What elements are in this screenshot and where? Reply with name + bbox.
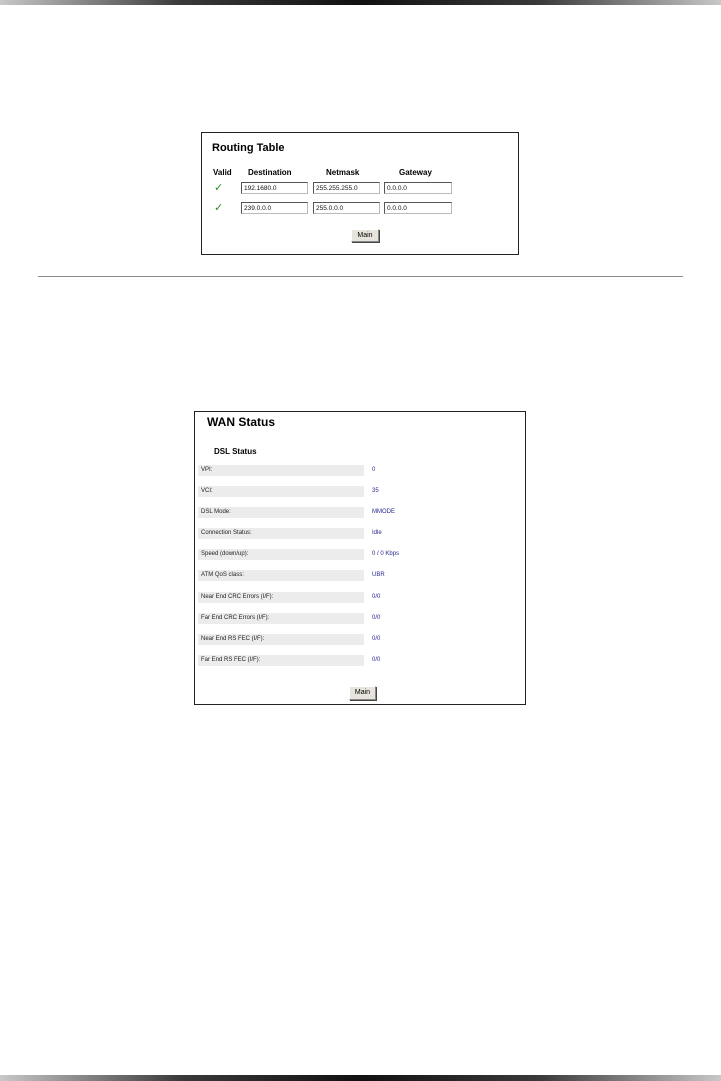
- column-header-valid: Valid: [213, 168, 232, 177]
- main-button[interactable]: Main: [349, 686, 376, 700]
- column-header-destination: Destination: [248, 168, 292, 177]
- status-label: Far End CRC Errors (I/F):: [198, 613, 364, 624]
- status-row: [195, 549, 527, 560]
- status-label: Near End RS FEC (I/F):: [198, 634, 364, 645]
- status-value: 0 / 0 Kbps: [372, 551, 400, 557]
- wan-status-title: WAN Status: [207, 415, 276, 429]
- routing-table-title: Routing Table: [212, 142, 285, 154]
- column-header-gateway: Gateway: [399, 168, 432, 177]
- status-label: VCI:: [198, 486, 364, 497]
- status-row: [195, 465, 527, 476]
- status-value: UBR: [372, 572, 385, 578]
- status-value: 0/0: [372, 615, 381, 621]
- status-label: DSL Mode:: [198, 507, 364, 518]
- status-row: [195, 528, 527, 539]
- status-label: VPI:: [198, 465, 364, 476]
- wan-status-panel: [194, 411, 526, 705]
- gateway-field[interactable]: [384, 182, 452, 194]
- top-decorative-bar: [0, 0, 721, 5]
- status-label: Connection Status:: [198, 528, 364, 539]
- status-label: ATM QoS class:: [198, 570, 364, 581]
- status-row: [195, 655, 527, 666]
- status-row: [195, 570, 527, 581]
- status-row: [195, 634, 527, 645]
- section-divider: [38, 276, 683, 277]
- netmask-field[interactable]: [313, 182, 380, 194]
- route-row: [202, 202, 520, 216]
- status-label: Far End RS FEC (I/F):: [198, 655, 364, 666]
- route-row: [202, 182, 520, 196]
- status-row: [195, 613, 527, 624]
- destination-field[interactable]: [241, 182, 308, 194]
- status-label: Near End CRC Errors (I/F):: [198, 592, 364, 603]
- netmask-field[interactable]: [313, 202, 380, 214]
- status-row: [195, 592, 527, 603]
- gateway-field[interactable]: [384, 202, 452, 214]
- status-value: 0/0: [372, 657, 381, 663]
- checkmark-icon: ✓: [214, 202, 224, 214]
- bottom-decorative-bar: [0, 1075, 721, 1081]
- status-row: [195, 507, 527, 518]
- checkmark-icon: ✓: [214, 182, 224, 194]
- destination-field[interactable]: [241, 202, 308, 214]
- column-header-netmask: Netmask: [326, 168, 360, 177]
- status-label: Speed (down/up):: [198, 549, 364, 560]
- status-value: 35: [372, 488, 379, 494]
- status-value: 0/0: [372, 594, 381, 600]
- status-value: MMODE: [372, 509, 395, 515]
- main-button[interactable]: Main: [351, 229, 379, 242]
- status-row: [195, 486, 527, 497]
- status-value: 0: [372, 467, 376, 473]
- dsl-status-heading: DSL Status: [214, 447, 257, 456]
- routing-table-panel: [201, 132, 519, 255]
- status-value: 0/0: [372, 636, 381, 642]
- status-value: Idle: [372, 530, 382, 536]
